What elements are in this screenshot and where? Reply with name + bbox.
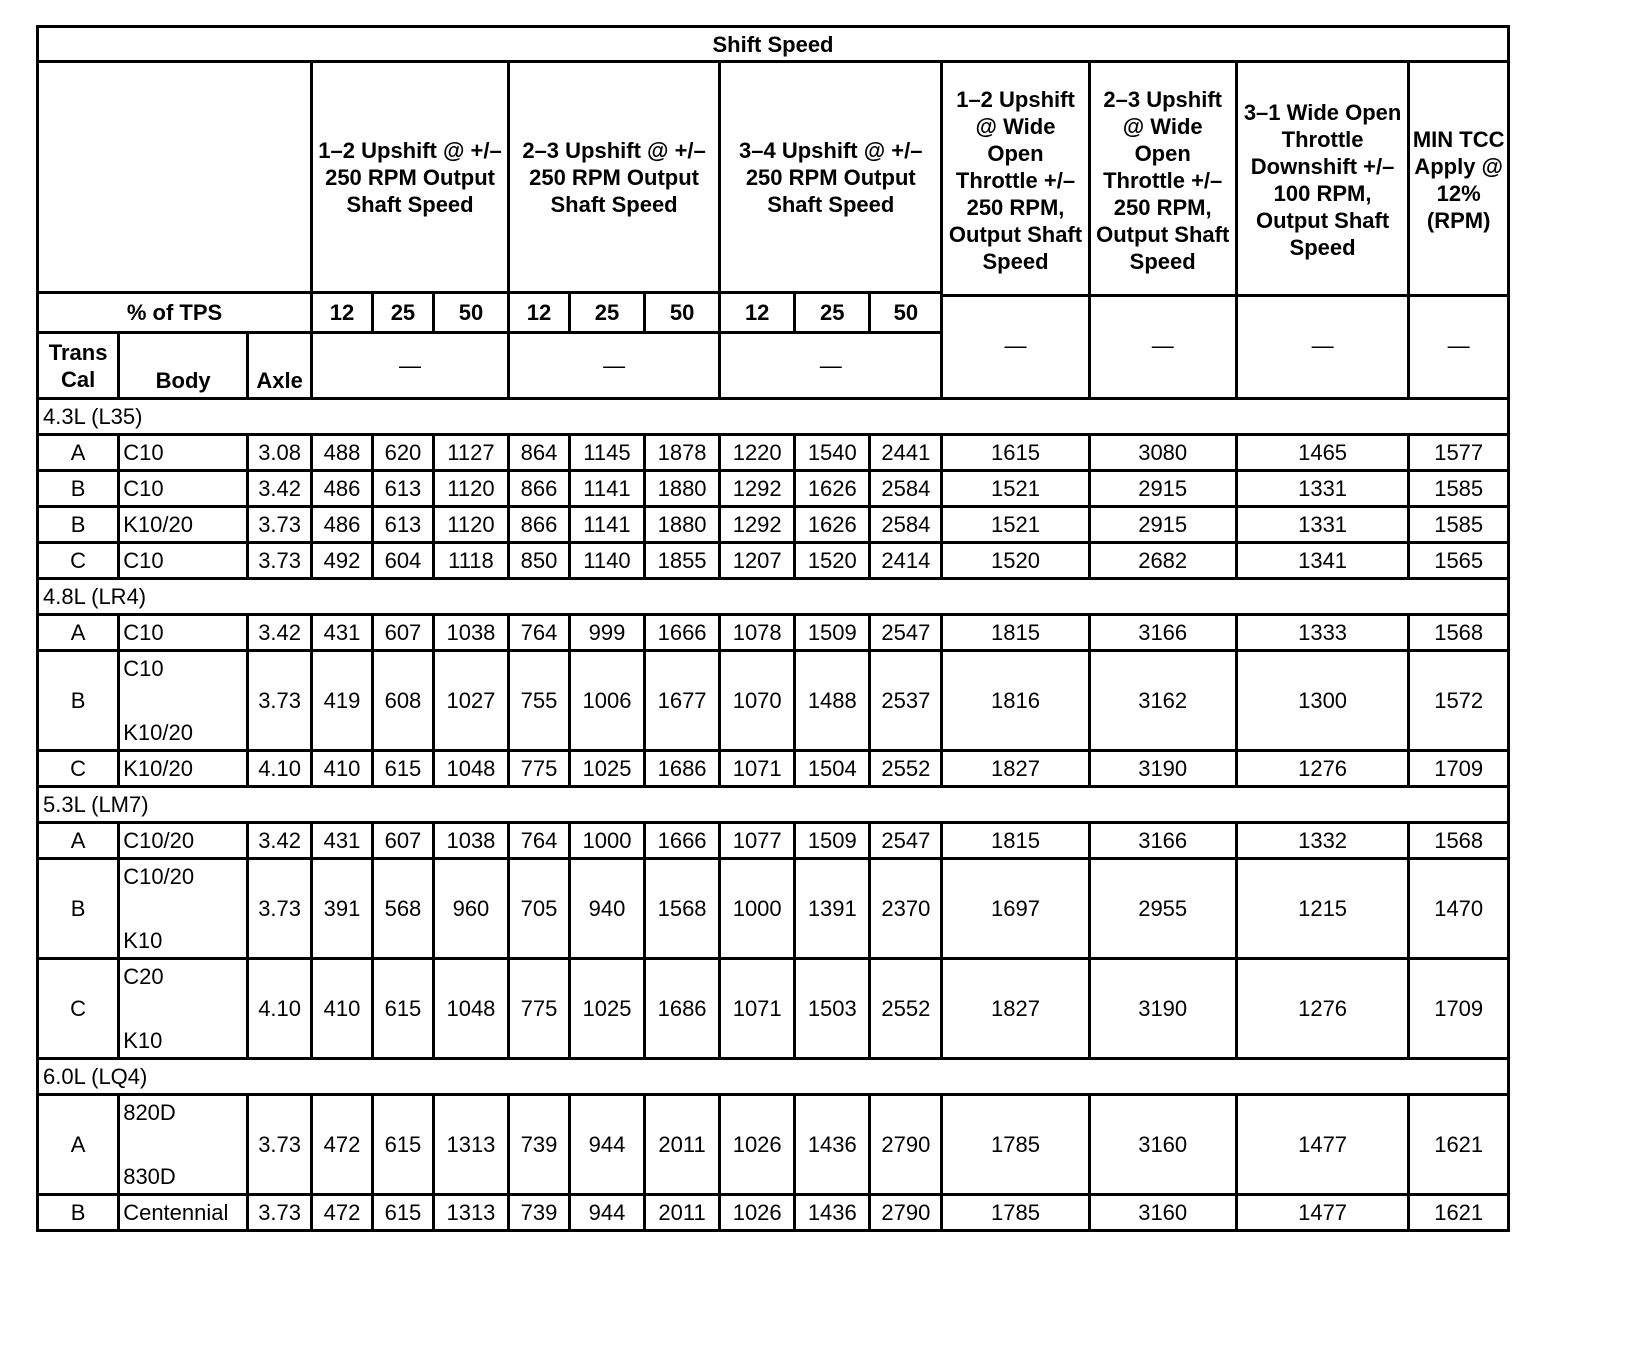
value-cell: 1331 (1236, 471, 1409, 507)
body-name: K10/20 (123, 720, 193, 745)
value-cell: 1568 (1409, 823, 1509, 859)
table-row (38, 859, 1509, 959)
header-upshift-23: 2–3 Upshift @ +/– 250 RPM Output Shaft Speed (509, 62, 720, 293)
body-cell: C10 (119, 543, 248, 579)
body-name: K10 (123, 928, 163, 953)
shift-speed-table (36, 25, 1510, 1232)
value-cell: 1504 (795, 751, 870, 787)
value-cell: 1300 (1236, 651, 1409, 751)
value-cell: 1127 (433, 435, 508, 471)
engine-section-header: 4.8L (LR4) (38, 579, 1509, 615)
value-cell: 410 (312, 751, 373, 787)
axle-cell: 4.10 (248, 959, 312, 1059)
value-cell: 2584 (870, 471, 942, 507)
trans-cal-cell: B (38, 859, 119, 959)
header-body: Body (119, 333, 248, 399)
value-cell: 1292 (720, 507, 795, 543)
axle-cell: 3.73 (248, 1195, 312, 1231)
value-cell: 1509 (795, 615, 870, 651)
value-cell: 1436 (795, 1095, 870, 1195)
value-cell: 2547 (870, 823, 942, 859)
body-name: C20 (123, 964, 164, 989)
value-cell: 764 (509, 823, 570, 859)
value-cell: 864 (509, 435, 570, 471)
value-cell: 1436 (795, 1195, 870, 1231)
trans-cal-cell: A (38, 615, 119, 651)
table-row (38, 651, 1509, 751)
value-cell: 613 (372, 471, 433, 507)
body-cell (119, 859, 248, 959)
axle-cell: 3.73 (248, 1095, 312, 1195)
value-cell: 2552 (870, 751, 942, 787)
value-cell: 2414 (870, 543, 942, 579)
table-row (38, 1195, 1509, 1231)
value-cell: 3166 (1089, 615, 1236, 651)
body-cell: Centennial (119, 1195, 248, 1231)
table-row (38, 751, 1509, 787)
axle-cell: 3.42 (248, 471, 312, 507)
value-cell: 1313 (433, 1095, 508, 1195)
tps-25: 25 (569, 293, 644, 333)
value-cell: 1025 (569, 751, 644, 787)
wot-23-dash: — (1091, 294, 1235, 394)
body-cell: C10 (119, 471, 248, 507)
value-cell: 764 (509, 615, 570, 651)
header-trans-cal: Trans Cal (38, 333, 119, 399)
body-cell: C10/20 (119, 823, 248, 859)
trans-cal-cell: C (38, 751, 119, 787)
value-cell: 1038 (433, 823, 508, 859)
value-cell: 1827 (942, 959, 1089, 1059)
value-cell: 1521 (942, 471, 1089, 507)
value-cell: 620 (372, 435, 433, 471)
min-tcc-dash: — (1410, 294, 1507, 394)
value-cell: 2915 (1089, 507, 1236, 543)
value-cell: 1145 (569, 435, 644, 471)
wot-12-dash: — (943, 294, 1087, 394)
tps-25: 25 (795, 293, 870, 333)
value-cell: 1000 (720, 859, 795, 959)
body-name: 820D (123, 1100, 176, 1125)
value-cell: 1626 (795, 507, 870, 543)
value-cell: 2537 (870, 651, 942, 751)
body-name: C10/20 (123, 864, 195, 889)
header-upshift-34: 3–4 Upshift @ +/– 250 RPM Output Shaft Speed (720, 62, 942, 293)
trans-cal-cell: C (38, 543, 119, 579)
value-cell: 2011 (645, 1195, 720, 1231)
value-cell: 1855 (645, 543, 720, 579)
value-cell: 1341 (1236, 543, 1409, 579)
value-cell: 1509 (795, 823, 870, 859)
header-wot-12-cell (942, 62, 1089, 399)
value-cell: 1878 (645, 435, 720, 471)
header-wot-12: 1–2 Upshift @ Wide Open Throttle +/– 250 RPM, Output Shaft Speed (948, 86, 1083, 274)
value-cell: 431 (312, 823, 373, 859)
value-cell: 944 (569, 1095, 644, 1195)
value-cell: 1880 (645, 507, 720, 543)
value-cell: 775 (509, 959, 570, 1059)
value-cell: 486 (312, 507, 373, 543)
value-cell: 419 (312, 651, 373, 751)
value-cell: 608 (372, 651, 433, 751)
value-cell: 1465 (1236, 435, 1409, 471)
value-cell: 2790 (870, 1095, 942, 1195)
body-name: K10 (123, 1028, 163, 1053)
tps-12: 12 (312, 293, 373, 333)
value-cell: 604 (372, 543, 433, 579)
trans-cal-cell: B (38, 651, 119, 751)
value-cell: 705 (509, 859, 570, 959)
header-wot-23-cell (1089, 62, 1236, 399)
value-cell: 1521 (942, 507, 1089, 543)
value-cell: 615 (372, 1195, 433, 1231)
axle-cell: 4.10 (248, 751, 312, 787)
value-cell: 739 (509, 1195, 570, 1231)
value-cell: 2584 (870, 507, 942, 543)
value-cell: 607 (372, 823, 433, 859)
value-cell: 739 (509, 1095, 570, 1195)
header-wot-31: 3–1 Wide Open Throttle Downshift +/– 100 RPM, Output Shaft Speed (1243, 100, 1402, 260)
engine-section-header: 6.0L (LQ4) (38, 1059, 1509, 1095)
table-row (38, 543, 1509, 579)
value-cell: 615 (372, 959, 433, 1059)
value-cell: 1026 (720, 1095, 795, 1195)
value-cell: 1677 (645, 651, 720, 751)
value-cell: 1540 (795, 435, 870, 471)
value-cell: 1140 (569, 543, 644, 579)
value-cell: 2915 (1089, 471, 1236, 507)
value-cell: 775 (509, 751, 570, 787)
table-row (38, 435, 1509, 471)
value-cell: 1071 (720, 959, 795, 1059)
value-cell: 1686 (645, 751, 720, 787)
body-name: C10 (123, 656, 164, 681)
value-cell: 1070 (720, 651, 795, 751)
value-cell: 1626 (795, 471, 870, 507)
value-cell: 1000 (569, 823, 644, 859)
value-cell: 1816 (942, 651, 1089, 751)
value-cell: 1666 (645, 823, 720, 859)
value-cell: 1621 (1409, 1195, 1509, 1231)
value-cell: 1666 (645, 615, 720, 651)
value-cell: 472 (312, 1095, 373, 1195)
table-title: Shift Speed (38, 27, 1509, 62)
value-cell: 1686 (645, 959, 720, 1059)
value-cell: 1697 (942, 859, 1089, 959)
value-cell: 1577 (1409, 435, 1509, 471)
value-cell: 850 (509, 543, 570, 579)
value-cell: 1568 (645, 859, 720, 959)
value-cell: 1470 (1409, 859, 1509, 959)
value-cell: 1621 (1409, 1095, 1509, 1195)
value-cell: 1207 (720, 543, 795, 579)
value-cell: 866 (509, 507, 570, 543)
value-cell: 1709 (1409, 751, 1509, 787)
value-cell: 3160 (1089, 1095, 1236, 1195)
axle-cell: 3.73 (248, 859, 312, 959)
value-cell: 1048 (433, 959, 508, 1059)
value-cell: 1027 (433, 651, 508, 751)
value-cell: 1077 (720, 823, 795, 859)
value-cell: 1331 (1236, 507, 1409, 543)
tps-12: 12 (509, 293, 570, 333)
table-row (38, 1095, 1509, 1195)
value-cell: 755 (509, 651, 570, 751)
value-cell: 1048 (433, 751, 508, 787)
header-axle: Axle (248, 333, 312, 399)
value-cell: 1333 (1236, 615, 1409, 651)
value-cell: 1292 (720, 471, 795, 507)
value-cell: 2370 (870, 859, 942, 959)
value-cell: 999 (569, 615, 644, 651)
value-cell: 1477 (1236, 1095, 1409, 1195)
table-row (38, 959, 1509, 1059)
value-cell: 1815 (942, 823, 1089, 859)
value-cell: 3162 (1089, 651, 1236, 751)
value-cell: 3080 (1089, 435, 1236, 471)
value-cell: 1071 (720, 751, 795, 787)
value-cell: 391 (312, 859, 373, 959)
value-cell: 3160 (1089, 1195, 1236, 1231)
value-cell: 472 (312, 1195, 373, 1231)
trans-cal-cell: B (38, 507, 119, 543)
value-cell: 486 (312, 471, 373, 507)
value-cell: 940 (569, 859, 644, 959)
axle-cell: 3.73 (248, 651, 312, 751)
value-cell: 1220 (720, 435, 795, 471)
value-cell: 2682 (1089, 543, 1236, 579)
value-cell: 1709 (1409, 959, 1509, 1059)
tps-50: 50 (870, 293, 942, 333)
value-cell: 615 (372, 751, 433, 787)
value-cell: 1332 (1236, 823, 1409, 859)
tps-12: 12 (720, 293, 795, 333)
value-cell: 488 (312, 435, 373, 471)
value-cell: 1141 (569, 471, 644, 507)
value-cell: 1572 (1409, 651, 1509, 751)
body-name: 830D (123, 1164, 176, 1189)
value-cell: 410 (312, 959, 373, 1059)
engine-section-header: 5.3L (LM7) (38, 787, 1509, 823)
table-row (38, 615, 1509, 651)
trans-cal-cell: A (38, 823, 119, 859)
header-wot-31-cell (1236, 62, 1409, 399)
value-cell: 1026 (720, 1195, 795, 1231)
value-cell: 1038 (433, 615, 508, 651)
header-min-tcc-cell (1409, 62, 1509, 399)
value-cell: 1815 (942, 615, 1089, 651)
value-cell: 1477 (1236, 1195, 1409, 1231)
value-cell: 3190 (1089, 751, 1236, 787)
value-cell: 1568 (1409, 615, 1509, 651)
axle-cell: 3.42 (248, 615, 312, 651)
engine-section-header: 4.3L (L35) (38, 399, 1509, 435)
value-cell: 1880 (645, 471, 720, 507)
value-cell: 1118 (433, 543, 508, 579)
value-cell: 1785 (942, 1095, 1089, 1195)
value-cell: 960 (433, 859, 508, 959)
body-cell (119, 1095, 248, 1195)
upshift-23-dash: — (509, 333, 720, 399)
table-row (38, 507, 1509, 543)
value-cell: 615 (372, 1095, 433, 1195)
value-cell: 568 (372, 859, 433, 959)
trans-cal-cell: A (38, 435, 119, 471)
upshift-12-dash: — (312, 333, 509, 399)
value-cell: 2547 (870, 615, 942, 651)
axle-cell: 3.73 (248, 543, 312, 579)
value-cell: 1006 (569, 651, 644, 751)
value-cell: 1488 (795, 651, 870, 751)
value-cell: 1313 (433, 1195, 508, 1231)
header-upshift-12: 1–2 Upshift @ +/– 250 RPM Output Shaft Speed (312, 62, 509, 293)
value-cell: 3190 (1089, 959, 1236, 1059)
value-cell: 1565 (1409, 543, 1509, 579)
tps-25: 25 (372, 293, 433, 333)
header-blank (38, 62, 312, 293)
table-row (38, 471, 1509, 507)
trans-cal-cell: B (38, 471, 119, 507)
header-wot-23: 2–3 Upshift @ Wide Open Throttle +/– 250 RPM, Output Shaft Speed (1096, 86, 1230, 274)
body-cell: K10/20 (119, 751, 248, 787)
value-cell: 607 (372, 615, 433, 651)
value-cell: 1585 (1409, 471, 1509, 507)
body-cell (119, 651, 248, 751)
value-cell: 2441 (870, 435, 942, 471)
value-cell: 1585 (1409, 507, 1509, 543)
tps-50: 50 (645, 293, 720, 333)
value-cell: 1215 (1236, 859, 1409, 959)
upshift-34-dash: — (720, 333, 942, 399)
value-cell: 866 (509, 471, 570, 507)
value-cell: 1785 (942, 1195, 1089, 1231)
body-cell: C10 (119, 615, 248, 651)
header-min-tcc: MIN TCC Apply @ 12% (RPM) (1412, 127, 1505, 233)
value-cell: 1120 (433, 471, 508, 507)
value-cell: 1141 (569, 507, 644, 543)
value-cell: 3166 (1089, 823, 1236, 859)
value-cell: 944 (569, 1195, 644, 1231)
value-cell: 1391 (795, 859, 870, 959)
value-cell: 1078 (720, 615, 795, 651)
body-cell: C10 (119, 435, 248, 471)
value-cell: 1276 (1236, 751, 1409, 787)
value-cell: 1503 (795, 959, 870, 1059)
trans-cal-cell: A (38, 1095, 119, 1195)
value-cell: 1276 (1236, 959, 1409, 1059)
value-cell: 1827 (942, 751, 1089, 787)
tps-label: % of TPS (38, 293, 312, 333)
axle-cell: 3.42 (248, 823, 312, 859)
value-cell: 1615 (942, 435, 1089, 471)
wot-31-dash: — (1238, 294, 1408, 394)
axle-cell: 3.08 (248, 435, 312, 471)
value-cell: 2552 (870, 959, 942, 1059)
value-cell: 1520 (942, 543, 1089, 579)
value-cell: 1520 (795, 543, 870, 579)
value-cell: 1120 (433, 507, 508, 543)
tps-50: 50 (433, 293, 508, 333)
value-cell: 431 (312, 615, 373, 651)
value-cell: 613 (372, 507, 433, 543)
body-cell: K10/20 (119, 507, 248, 543)
value-cell: 1025 (569, 959, 644, 1059)
value-cell: 2955 (1089, 859, 1236, 959)
value-cell: 2011 (645, 1095, 720, 1195)
axle-cell: 3.73 (248, 507, 312, 543)
value-cell: 492 (312, 543, 373, 579)
table-row (38, 823, 1509, 859)
trans-cal-cell: B (38, 1195, 119, 1231)
value-cell: 2790 (870, 1195, 942, 1231)
trans-cal-cell: C (38, 959, 119, 1059)
body-cell (119, 959, 248, 1059)
